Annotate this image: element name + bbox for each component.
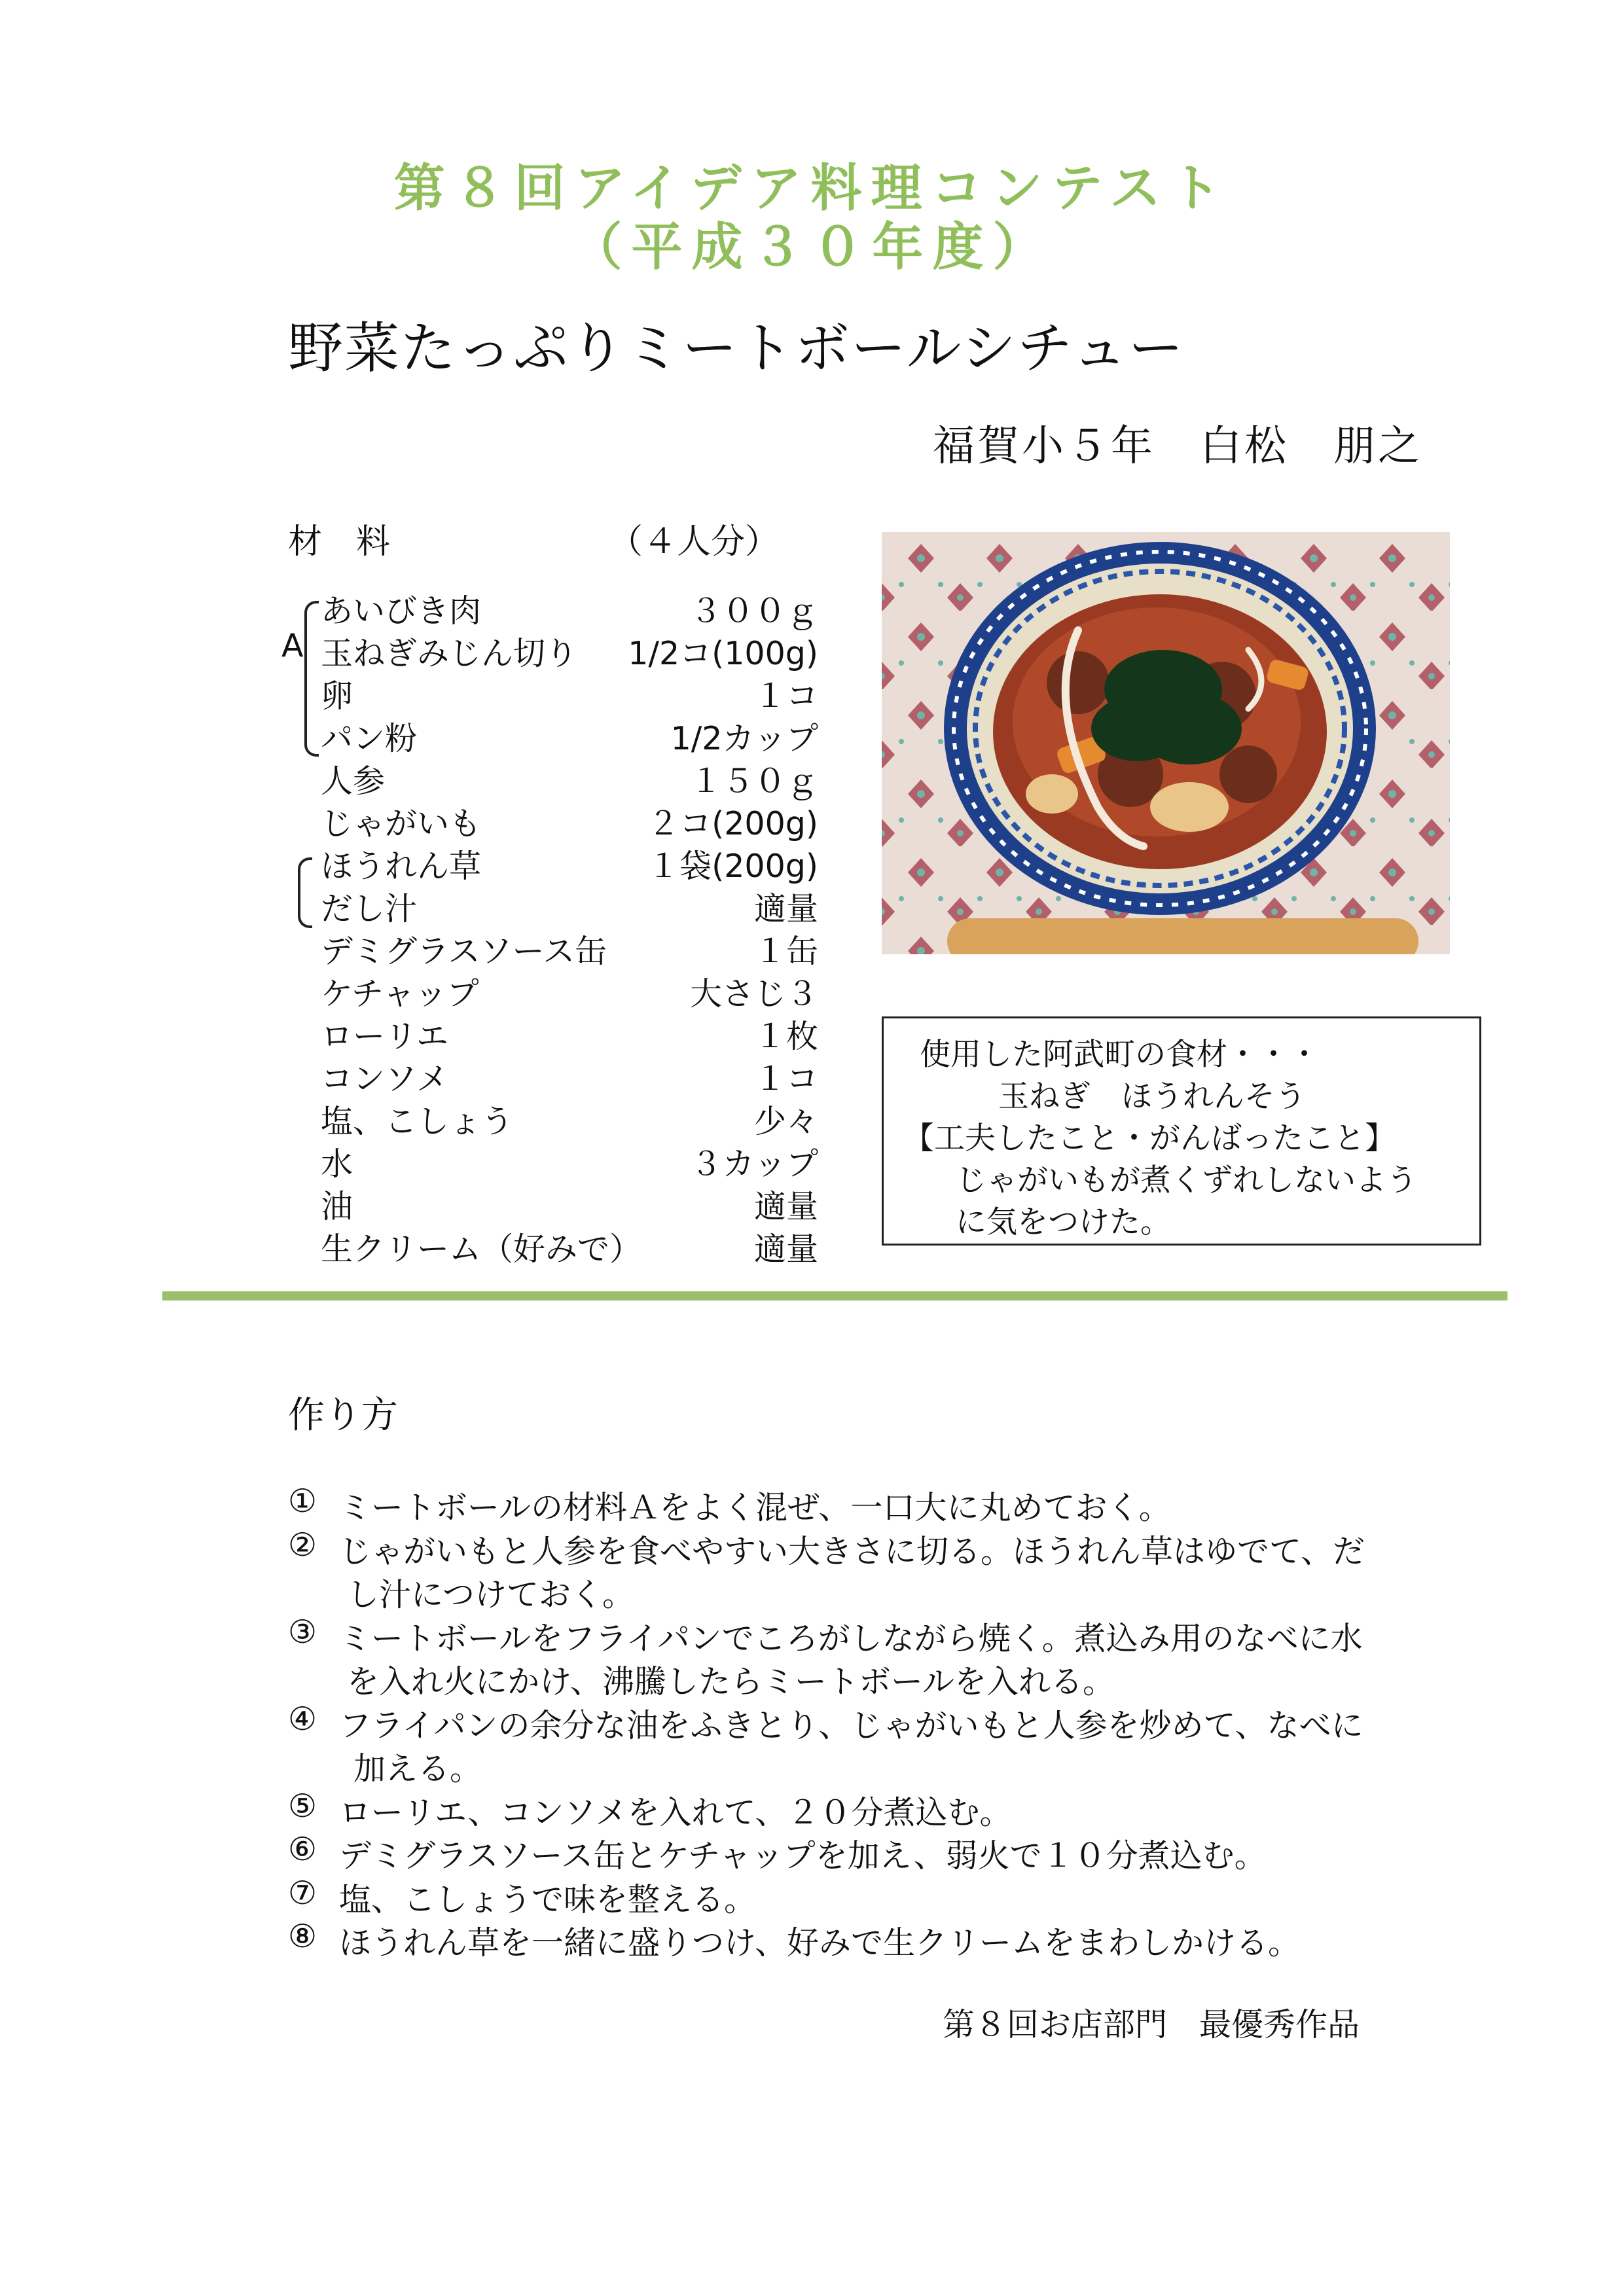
dish-photo <box>882 532 1450 954</box>
ingredient-name: ローリエ <box>321 1018 449 1055</box>
step-number: ② <box>288 1526 317 1564</box>
contest-year: （平成３０年度） <box>571 218 1053 277</box>
ingredient-amount: １５０ｇ <box>689 762 818 800</box>
ingredients-heading: 材 料 <box>288 522 391 562</box>
step-number: ⑥ <box>288 1831 317 1868</box>
ingredient-row <box>321 926 818 969</box>
ingredient-row <box>321 1224 818 1266</box>
group-b-brace <box>298 857 312 928</box>
ingredient-amount: ３００ｇ <box>689 592 818 630</box>
ingredient-name: じゃがいも <box>321 805 482 842</box>
step-number: ⑧ <box>288 1918 317 1955</box>
ingredient-row <box>321 1011 818 1054</box>
effort-line-1: じゃがいもが煮くずれしないよう <box>956 1162 1417 1198</box>
ingredient-name: コンソメ <box>321 1060 449 1098</box>
step-text-continued: 加える。 <box>353 1750 482 1787</box>
ingredient-amount: 1/2コ(100g) <box>628 635 818 672</box>
recipe-title: 野菜たっぷりミートボールシチュー <box>288 316 1185 380</box>
group-a-brace <box>304 601 319 757</box>
step-text: フライパンの余分な油をふきとり、じゃがいもと人参を炒めて、なべに <box>339 1707 1363 1744</box>
ingredient-name: 油 <box>321 1188 353 1225</box>
ingredient-name: 人参 <box>321 762 386 800</box>
step-text: デミグラスソース缶とケチャップを加え、弱火で１０分煮込む。 <box>339 1837 1267 1874</box>
ingredient-name: 生クリーム（好みで） <box>321 1230 642 1268</box>
step-text: じゃがいもと人参を食べやすい大きさに切る。ほうれん草はゆでて、だ <box>339 1533 1365 1570</box>
ingredient-amount: 大さじ３ <box>689 975 818 1013</box>
ingredient-amount: １枚 <box>753 1018 818 1055</box>
effort-heading: 【工夫したこと・がんばったこと】 <box>903 1121 1396 1157</box>
step-text: ほうれん草を一緒に盛りつけ、好みで生クリームをまわしかける。 <box>339 1924 1301 1962</box>
ingredient-row <box>321 1139 818 1181</box>
contest-title: 第８回アイデア料理コンテスト <box>393 159 1231 218</box>
step-text: ローリエ、コンソメを入れて、２０分煮込む。 <box>339 1794 1012 1831</box>
ingredient-amount: ２コ(200g) <box>647 805 818 842</box>
ingredient-row <box>321 713 818 756</box>
ingredient-name: ケチャップ <box>321 975 479 1013</box>
method-heading: 作り方 <box>288 1394 398 1437</box>
ingredient-amount: １缶 <box>753 933 818 970</box>
group-a-label: A <box>281 627 304 664</box>
award-footer: 第８回お店部門 最優秀作品 <box>943 2006 1360 2043</box>
local-ingredients-label: 使用した阿武町の食材・・・ <box>920 1037 1320 1073</box>
effort-line-2: に気をつけた。 <box>956 1204 1171 1240</box>
local-ingredients: 玉ねぎ ほうれんそう <box>998 1079 1306 1115</box>
ingredient-row <box>321 798 818 841</box>
ingredient-amount: １コ <box>753 677 818 715</box>
ingredient-name: だし汁 <box>321 890 418 927</box>
step-text: 塩、こしょうで味を整える。 <box>339 1881 757 1918</box>
ingredient-row <box>321 586 818 628</box>
ingredient-amount: 1/2カップ <box>670 720 818 757</box>
ingredient-name: ほうれん草 <box>321 848 482 885</box>
ingredient-row <box>321 841 818 884</box>
step-number: ⑤ <box>288 1787 317 1825</box>
ingredient-name: 塩、こしょう <box>321 1103 514 1140</box>
info-box <box>882 1016 1481 1246</box>
step-text-continued: を入れ火にかけ、沸騰したらミートボールを入れる。 <box>347 1663 1115 1700</box>
step-text: ミートボールの材料Ａをよく混ぜ、一口大に丸めておく。 <box>339 1489 1171 1526</box>
ingredient-amount: 適量 <box>753 1188 818 1225</box>
author: 福賀小５年 白松 朋之 <box>933 422 1422 471</box>
ingredient-amount: １袋(200g) <box>647 848 818 885</box>
ingredient-row <box>321 884 818 926</box>
section-divider <box>162 1291 1507 1300</box>
ingredient-name: パン粉 <box>321 720 418 757</box>
ingredient-amount: 適量 <box>753 890 818 927</box>
ingredient-row <box>321 671 818 713</box>
step-number: ④ <box>288 1700 317 1738</box>
ingredient-amount: １コ <box>753 1060 818 1098</box>
step-number: ⑦ <box>288 1874 317 1912</box>
ingredient-name: 玉ねぎみじん切り <box>321 635 578 672</box>
ingredient-row <box>321 628 818 671</box>
ingredient-amount: 適量 <box>753 1230 818 1268</box>
ingredient-row <box>321 1096 818 1139</box>
ingredient-name: あいびき肉 <box>321 592 482 630</box>
ingredient-name: 水 <box>321 1145 353 1183</box>
step-text-continued: し汁につけておく。 <box>347 1576 635 1613</box>
ingredient-name: デミグラスソース缶 <box>321 933 607 970</box>
ingredient-row <box>321 756 818 798</box>
ingredient-name: 卵 <box>321 677 353 715</box>
step-number: ① <box>288 1482 317 1520</box>
ingredient-amount: 少々 <box>753 1103 818 1140</box>
ingredient-row <box>321 969 818 1011</box>
ingredient-amount: ３カップ <box>690 1145 818 1183</box>
step-text: ミートボールをフライパンでころがしながら焼く。煮込み用のなべに水 <box>339 1620 1363 1657</box>
ingredient-row <box>321 1054 818 1096</box>
step-number: ③ <box>288 1613 317 1651</box>
ingredient-row <box>321 1181 818 1224</box>
servings: （４人分） <box>609 522 780 562</box>
